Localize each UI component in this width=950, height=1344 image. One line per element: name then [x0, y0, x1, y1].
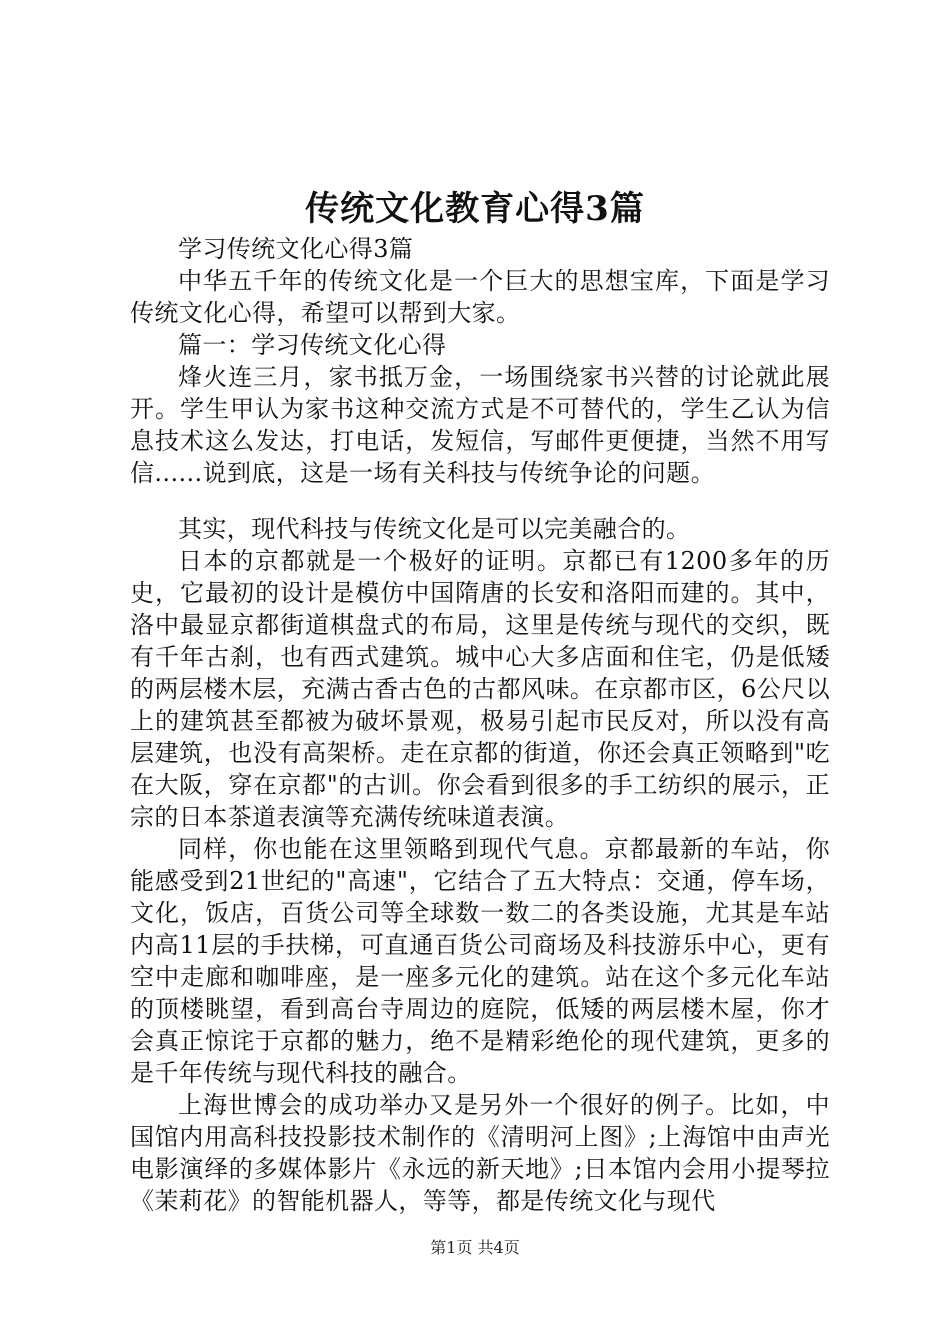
- body-paragraph: 烽火连三月，家书抵万金，一场围绕家书兴替的讨论就此展开。学生甲认为家书这种交流方式是不可替代的，学生乙认为信息技术这么发达，打电话，发短信，写邮件更便捷，当然不用写信......说到底，这是一场有关科技与传统争论的问题。: [130, 363, 830, 487]
- body-paragraph: 日本的京都就是一个极好的证明。京都已有1200多年的历史，它最初的设计是模仿中国隋唐的长安和洛阳而建的。其中，洛中最显京都街道棋盘式的布局，这里是传统与现代的交织，既有千年古刹，也有西式建筑。城中心大多店面和住宅，仍是低矮的两层楼木层，充满古香古色的古都风味。在京都市区，6公尺以上的建筑甚至都被为破坏景观，极易引起市民反对，所以没有高层建筑，也没有高架桥。走在京都的街道，你还会真正领略到"吃在大阪，穿在京都"的古训。你会看到很多的手工纺织的展示，正宗的日本茶道表演等充满传统味道表演。: [130, 547, 830, 831]
- intro-paragraph: 中华五千年的传统文化是一个巨大的思想宝库，下面是学习传统文化心得，希望可以帮到大家。: [130, 267, 830, 327]
- body-paragraph: 其实，现代科技与传统文化是可以完美融合的。: [178, 515, 691, 543]
- body-paragraph: 上海世博会的成功举办又是另外一个很好的例子。比如，中国馆内用高科技投影技术制作的《清明河上图》;上海馆中由声光电影演绎的多媒体影片《永远的新天地》;日本馆内会用小提琴拉《茉莉花》的智能机器人，等等，都是传统文化与现代: [130, 1091, 830, 1215]
- document-body: [130, 233, 830, 1217]
- section-heading: 篇一：学习传统文化心得: [178, 331, 447, 359]
- body-paragraph: 同样，你也能在这里领略到现代气息。京都最新的车站，你能感受到21世纪的"高速"，它结合了五大特点：交通，停车场，文化，饭店，百货公司等全球数一数二的各类设施，尤其是车站内高11层的手扶梯，可直通百货公司商场及科技游乐中心，更有空中走廊和咖啡座，是一座多元化的建筑。站在这个多元化车站的顶楼眺望，看到高台寺周边的庭院，低矮的两层楼木屋，你才会真正惊诧于京都的魅力，绝不是精彩绝伦的现代建筑，更多的是千年传统与现代科技的融合。: [130, 835, 830, 1087]
- document-title: 传统文化教育心得3篇: [305, 189, 645, 229]
- subtitle-paragraph: 学习传统文化心得3篇: [178, 235, 414, 263]
- page-number-footer: 第1页 共4页: [430, 1238, 520, 1257]
- paragraph-spacer: [130, 489, 830, 513]
